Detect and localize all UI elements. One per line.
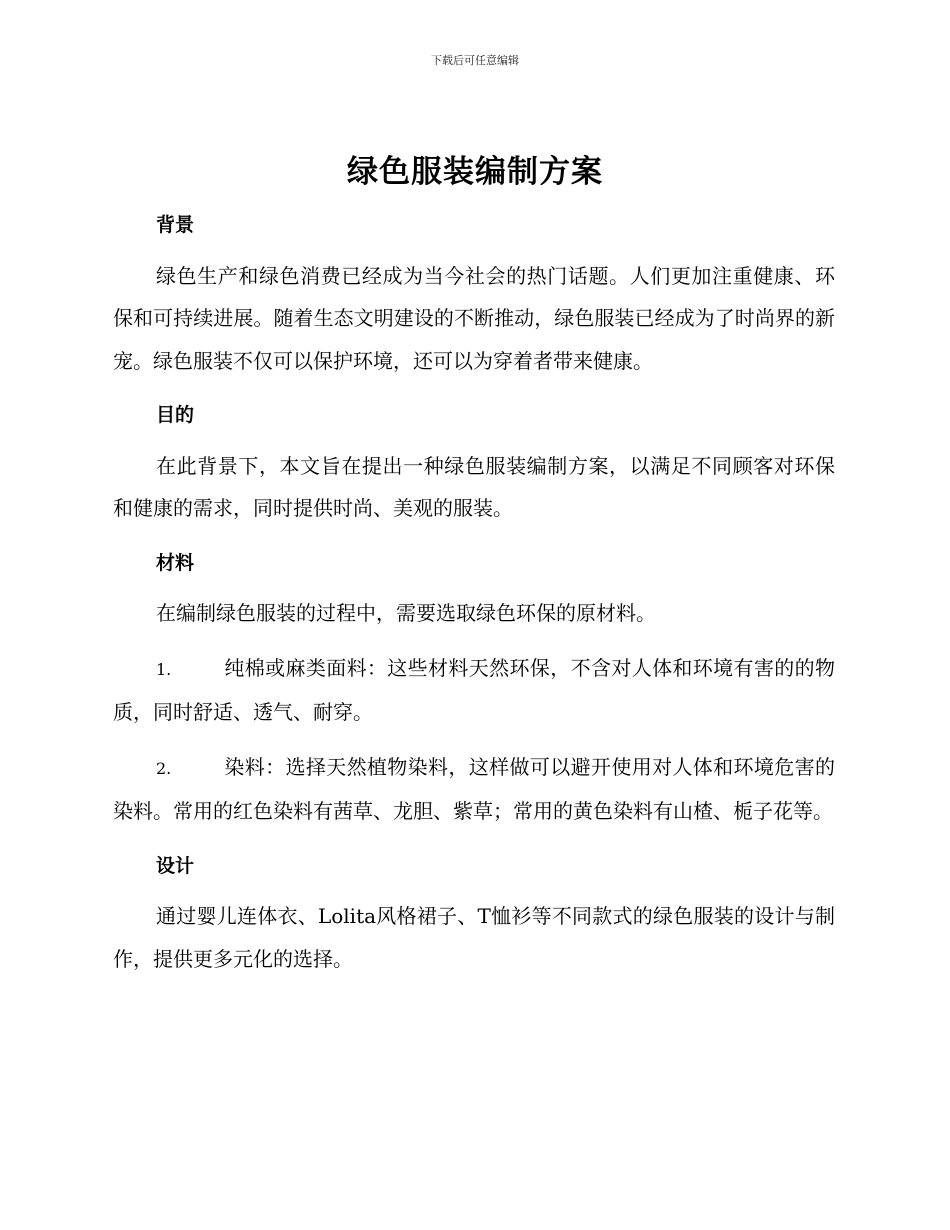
list-item-number: 1. bbox=[156, 659, 172, 679]
page-header: 下载后可任意编辑 bbox=[431, 54, 519, 67]
paragraph-purpose: 在此背景下，本文旨在提出一种绿色服装编制方案，以满足不同顾客对环保和健康的需求，同时提供时尚、美观的服装。 bbox=[113, 453, 835, 520]
list-item-text: 染料：选择天然植物染料，这样做可以避开使用对人体和环境危害的染料。常用的红色染料有茜草、龙胆、紫草；常用的黄色染料有山楂、栀子花等。 bbox=[113, 754, 835, 823]
list-item bbox=[113, 746, 835, 833]
heading-design: 设计 bbox=[156, 854, 195, 877]
list-item-number: 2. bbox=[156, 758, 172, 778]
document-title: 绿色服装编制方案 bbox=[347, 154, 603, 190]
list-item bbox=[113, 647, 835, 734]
paragraph-design: 通过婴儿连体衣、Lolita风格裙子、T恤衫等不同款式的绿色服装的设计与制作，提供更多元化的选择。 bbox=[113, 904, 835, 971]
document-body bbox=[113, 201, 835, 992]
list-item-text: 纯棉或麻类面料：这些材料天然环保，不含对人体和环境有害的的物质，同时舒适、透气、耐穿。 bbox=[113, 655, 835, 724]
paragraph-background: 绿色生产和绿色消费已经成为当今社会的热门话题。人们更加注重健康、环保和可持续进展。随着生态文明建设的不断推动，绿色服装已经成为了时尚界的新宠。绿色服装不仅可以保护环境，还可以为穿着者带来健康。 bbox=[113, 263, 835, 373]
heading-purpose: 目的 bbox=[156, 404, 195, 426]
paragraph-materials: 在编制绿色服装的过程中，需要选取绿色环保的原材料。 bbox=[156, 601, 656, 625]
heading-materials: 材料 bbox=[156, 551, 195, 574]
heading-background: 背景 bbox=[156, 214, 195, 236]
